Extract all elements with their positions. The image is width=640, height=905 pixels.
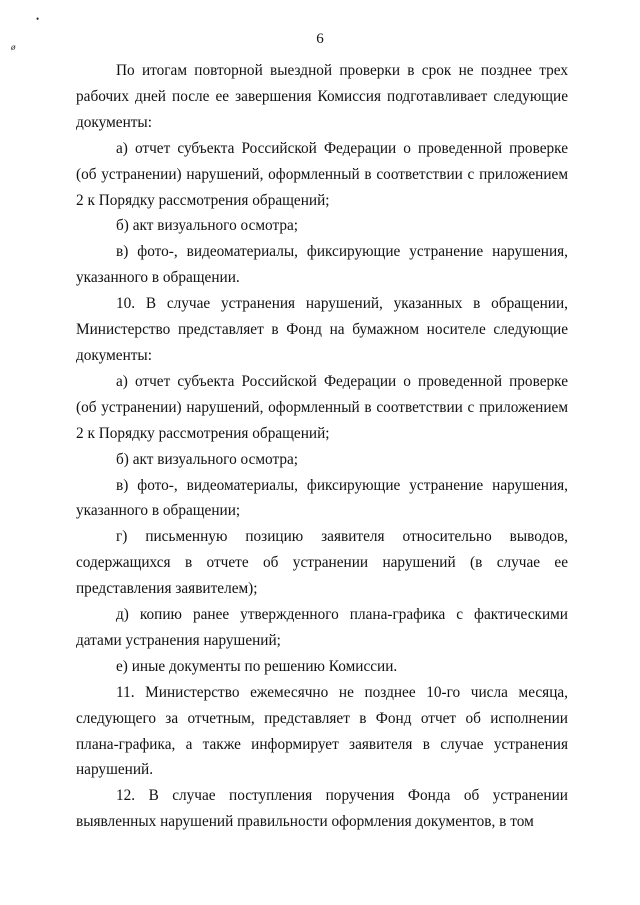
list-item-a: а) отчет субъекта Российской Федерации о проведенной проверке (об устранении) нарушений, оформленный в соответствии с приложением 2 к Порядку рассмотрения обращений; <box>76 372 568 442</box>
paragraph-intro: По итогам повторной выездной проверки в срок не позднее трех рабочих дней после ее завершения Комиссия подготавливает следующие документы: <box>76 62 568 131</box>
list-item-g: г) письменную позицию заявителя относительно выводов, содержащихся в отчете об устранении нарушений (в случае ее представления заявителем); <box>76 528 568 598</box>
list-item-b: б) акт визуального осмотра; <box>116 450 299 468</box>
page-number: 6 <box>316 31 324 47</box>
list-item-v: в) фото-, видеоматериалы, фиксирующие устранение нарушения, указанного в обращении; <box>76 476 568 520</box>
list-item-d: д) копию ранее утвержденного плана-графика с фактическими датами устранения нарушений; <box>76 606 568 649</box>
list-item-e: е) иные документы по решению Комиссии. <box>116 657 398 675</box>
paragraph-12: 12. В случае поступления поручения Фонда об устранении выявленных нарушений правильности оформления документов, в том <box>76 787 568 831</box>
margin-mark-top: • <box>36 14 40 24</box>
list-item-v: в) фото-, видеоматериалы, фиксирующие устранение нарушения, указанного в обращении. <box>76 243 568 287</box>
list-item-b: б) акт визуального осмотра; <box>116 217 299 235</box>
list-item-a: а) отчет субъекта Российской Федерации о проведенной проверке (об устранении) нарушений, оформленный в соответствии с приложением 2 к Порядку рассмотрения обращений; <box>76 139 568 209</box>
paragraph-10: 10. В случае устранения нарушений, указанных в обращении, Министерство представляет в Фонд на бумажном носителе следующие документы: <box>76 295 568 364</box>
margin-mark-side: ø <box>11 42 16 52</box>
document-body <box>76 58 568 835</box>
paragraph-11: 11. Министерство ежемесячно не позднее 10-го числа месяца, следующего за отчетным, представляет в Фонд отчет об исполнении плана-графика, а также информирует заявителя в случае устранения нарушений. <box>76 683 568 779</box>
